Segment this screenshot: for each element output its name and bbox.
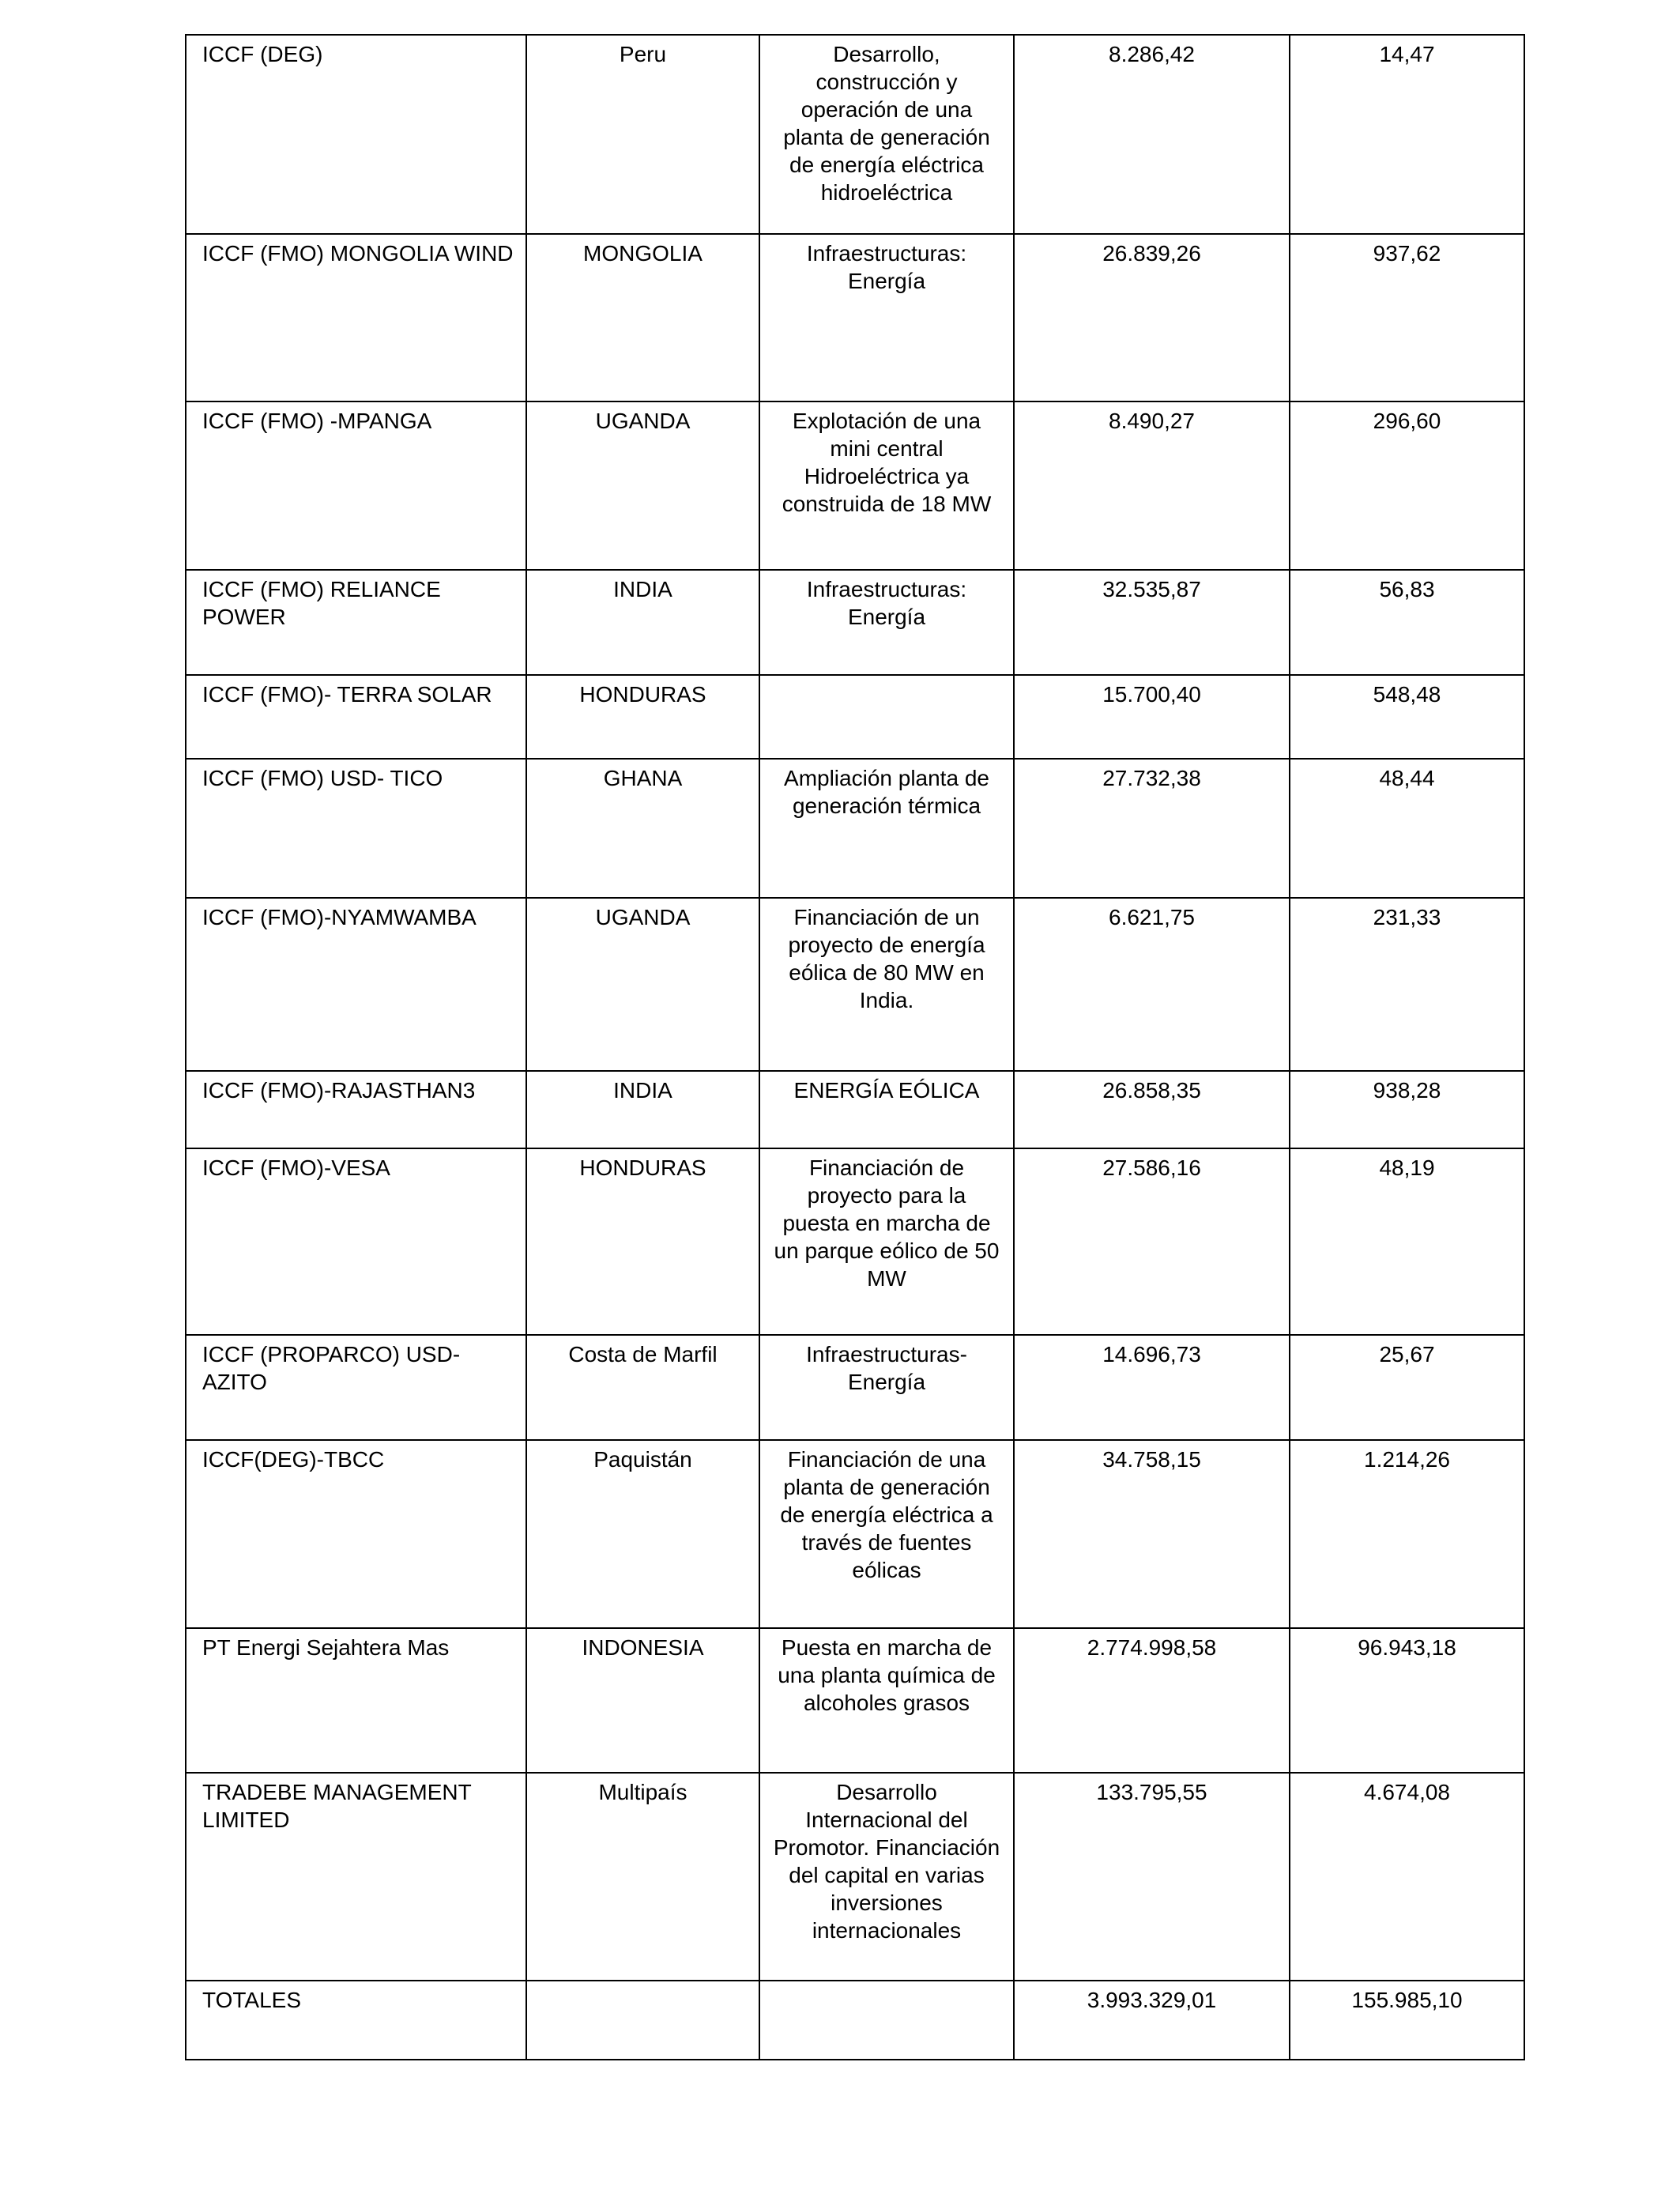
cell-name: ICCF (FMO)-NYAMWAMBA [186,898,526,1071]
cell-name: ICCF (FMO)- TERRA SOLAR [186,675,526,759]
cell-description [759,1981,1014,2060]
table-row [186,1071,1524,1148]
cell-country: Paquistán [526,1440,759,1628]
cell-country: Costa de Marfil [526,1335,759,1440]
cell-name: ICCF (PROPARCO) USD-AZITO [186,1335,526,1440]
cell-country: GHANA [526,759,759,898]
table-row [186,1335,1524,1440]
cell-amount: 3.993.329,01 [1014,1981,1290,2060]
cell-name: ICCF (FMO) -MPANGA [186,401,526,570]
cell-country: INDONESIA [526,1628,759,1773]
cell-amount: 6.621,75 [1014,898,1290,1071]
cell-country: MONGOLIA [526,234,759,401]
cell-name: ICCF (FMO) USD- TICO [186,759,526,898]
table-row [186,1773,1524,1981]
cell-country: UGANDA [526,898,759,1071]
cell-value: 548,48 [1290,675,1524,759]
table-row [186,401,1524,570]
table-row [186,570,1524,675]
cell-description [759,675,1014,759]
cell-value: 48,44 [1290,759,1524,898]
cell-amount: 32.535,87 [1014,570,1290,675]
totals-row [186,1981,1524,2060]
cell-amount: 34.758,15 [1014,1440,1290,1628]
cell-name: ICCF(DEG)-TBCC [186,1440,526,1628]
cell-amount: 8.286,42 [1014,35,1290,234]
table-body [186,35,1524,2060]
cell-value: 155.985,10 [1290,1981,1524,2060]
table-row [186,1628,1524,1773]
cell-description: Infraestructuras: Energía [759,234,1014,401]
cell-name: ICCF (DEG) [186,35,526,234]
cell-name: ICCF (FMO)-RAJASTHAN3 [186,1071,526,1148]
cell-country: Multipaís [526,1773,759,1981]
cell-amount: 27.586,16 [1014,1148,1290,1335]
cell-description: Desarrollo Internacional del Promotor. Financiación del capital en varias inversiones internacionales [759,1773,1014,1981]
cell-value: 25,67 [1290,1335,1524,1440]
cell-value: 1.214,26 [1290,1440,1524,1628]
cell-description: Desarrollo, construcción y operación de una planta de generación de energía eléctrica hidroeléctrica [759,35,1014,234]
cell-value: 56,83 [1290,570,1524,675]
cell-country: HONDURAS [526,1148,759,1335]
cell-value: 296,60 [1290,401,1524,570]
cell-amount: 26.839,26 [1014,234,1290,401]
cell-country: INDIA [526,570,759,675]
cell-name: ICCF (FMO) MONGOLIA WIND [186,234,526,401]
cell-description: Puesta en marcha de una planta química de alcoholes grasos [759,1628,1014,1773]
cell-amount: 133.795,55 [1014,1773,1290,1981]
cell-value: 938,28 [1290,1071,1524,1148]
table-row [186,1440,1524,1628]
cell-description: Infraestructuras: Energía [759,570,1014,675]
cell-name: TOTALES [186,1981,526,2060]
cell-description: Financiación de una planta de generación de energía eléctrica a través de fuentes eólicas [759,1440,1014,1628]
cell-value: 4.674,08 [1290,1773,1524,1981]
cell-country [526,1981,759,2060]
cell-amount: 2.774.998,58 [1014,1628,1290,1773]
cell-name: ICCF (FMO) RELIANCE POWER [186,570,526,675]
table-row [186,898,1524,1071]
cell-description: Financiación de proyecto para la puesta en marcha de un parque eólico de 50 MW [759,1148,1014,1335]
table-row [186,35,1524,234]
table-row [186,1148,1524,1335]
table-row [186,234,1524,401]
cell-amount: 27.732,38 [1014,759,1290,898]
cell-value: 96.943,18 [1290,1628,1524,1773]
cell-description: Financiación de un proyecto de energía eólica de 80 MW en India. [759,898,1014,1071]
cell-country: Peru [526,35,759,234]
cell-amount: 15.700,40 [1014,675,1290,759]
cell-value: 937,62 [1290,234,1524,401]
cell-name: ICCF (FMO)-VESA [186,1148,526,1335]
cell-value: 231,33 [1290,898,1524,1071]
cell-name: PT Energi Sejahtera Mas [186,1628,526,1773]
cell-amount: 14.696,73 [1014,1335,1290,1440]
cell-value: 48,19 [1290,1148,1524,1335]
cell-description: ENERGÍA EÓLICA [759,1071,1014,1148]
table-row [186,675,1524,759]
cell-description: Infraestructuras-Energía [759,1335,1014,1440]
cell-amount: 26.858,35 [1014,1071,1290,1148]
cell-country: HONDURAS [526,675,759,759]
cell-amount: 8.490,27 [1014,401,1290,570]
table-row [186,759,1524,898]
cell-description: Ampliación planta de generación térmica [759,759,1014,898]
cell-value: 14,47 [1290,35,1524,234]
cell-description: Explotación de una mini central Hidroeléctrica ya construida de 18 MW [759,401,1014,570]
cell-country: UGANDA [526,401,759,570]
investment-table [185,34,1525,2060]
cell-name: TRADEBE MANAGEMENT LIMITED [186,1773,526,1981]
cell-country: INDIA [526,1071,759,1148]
